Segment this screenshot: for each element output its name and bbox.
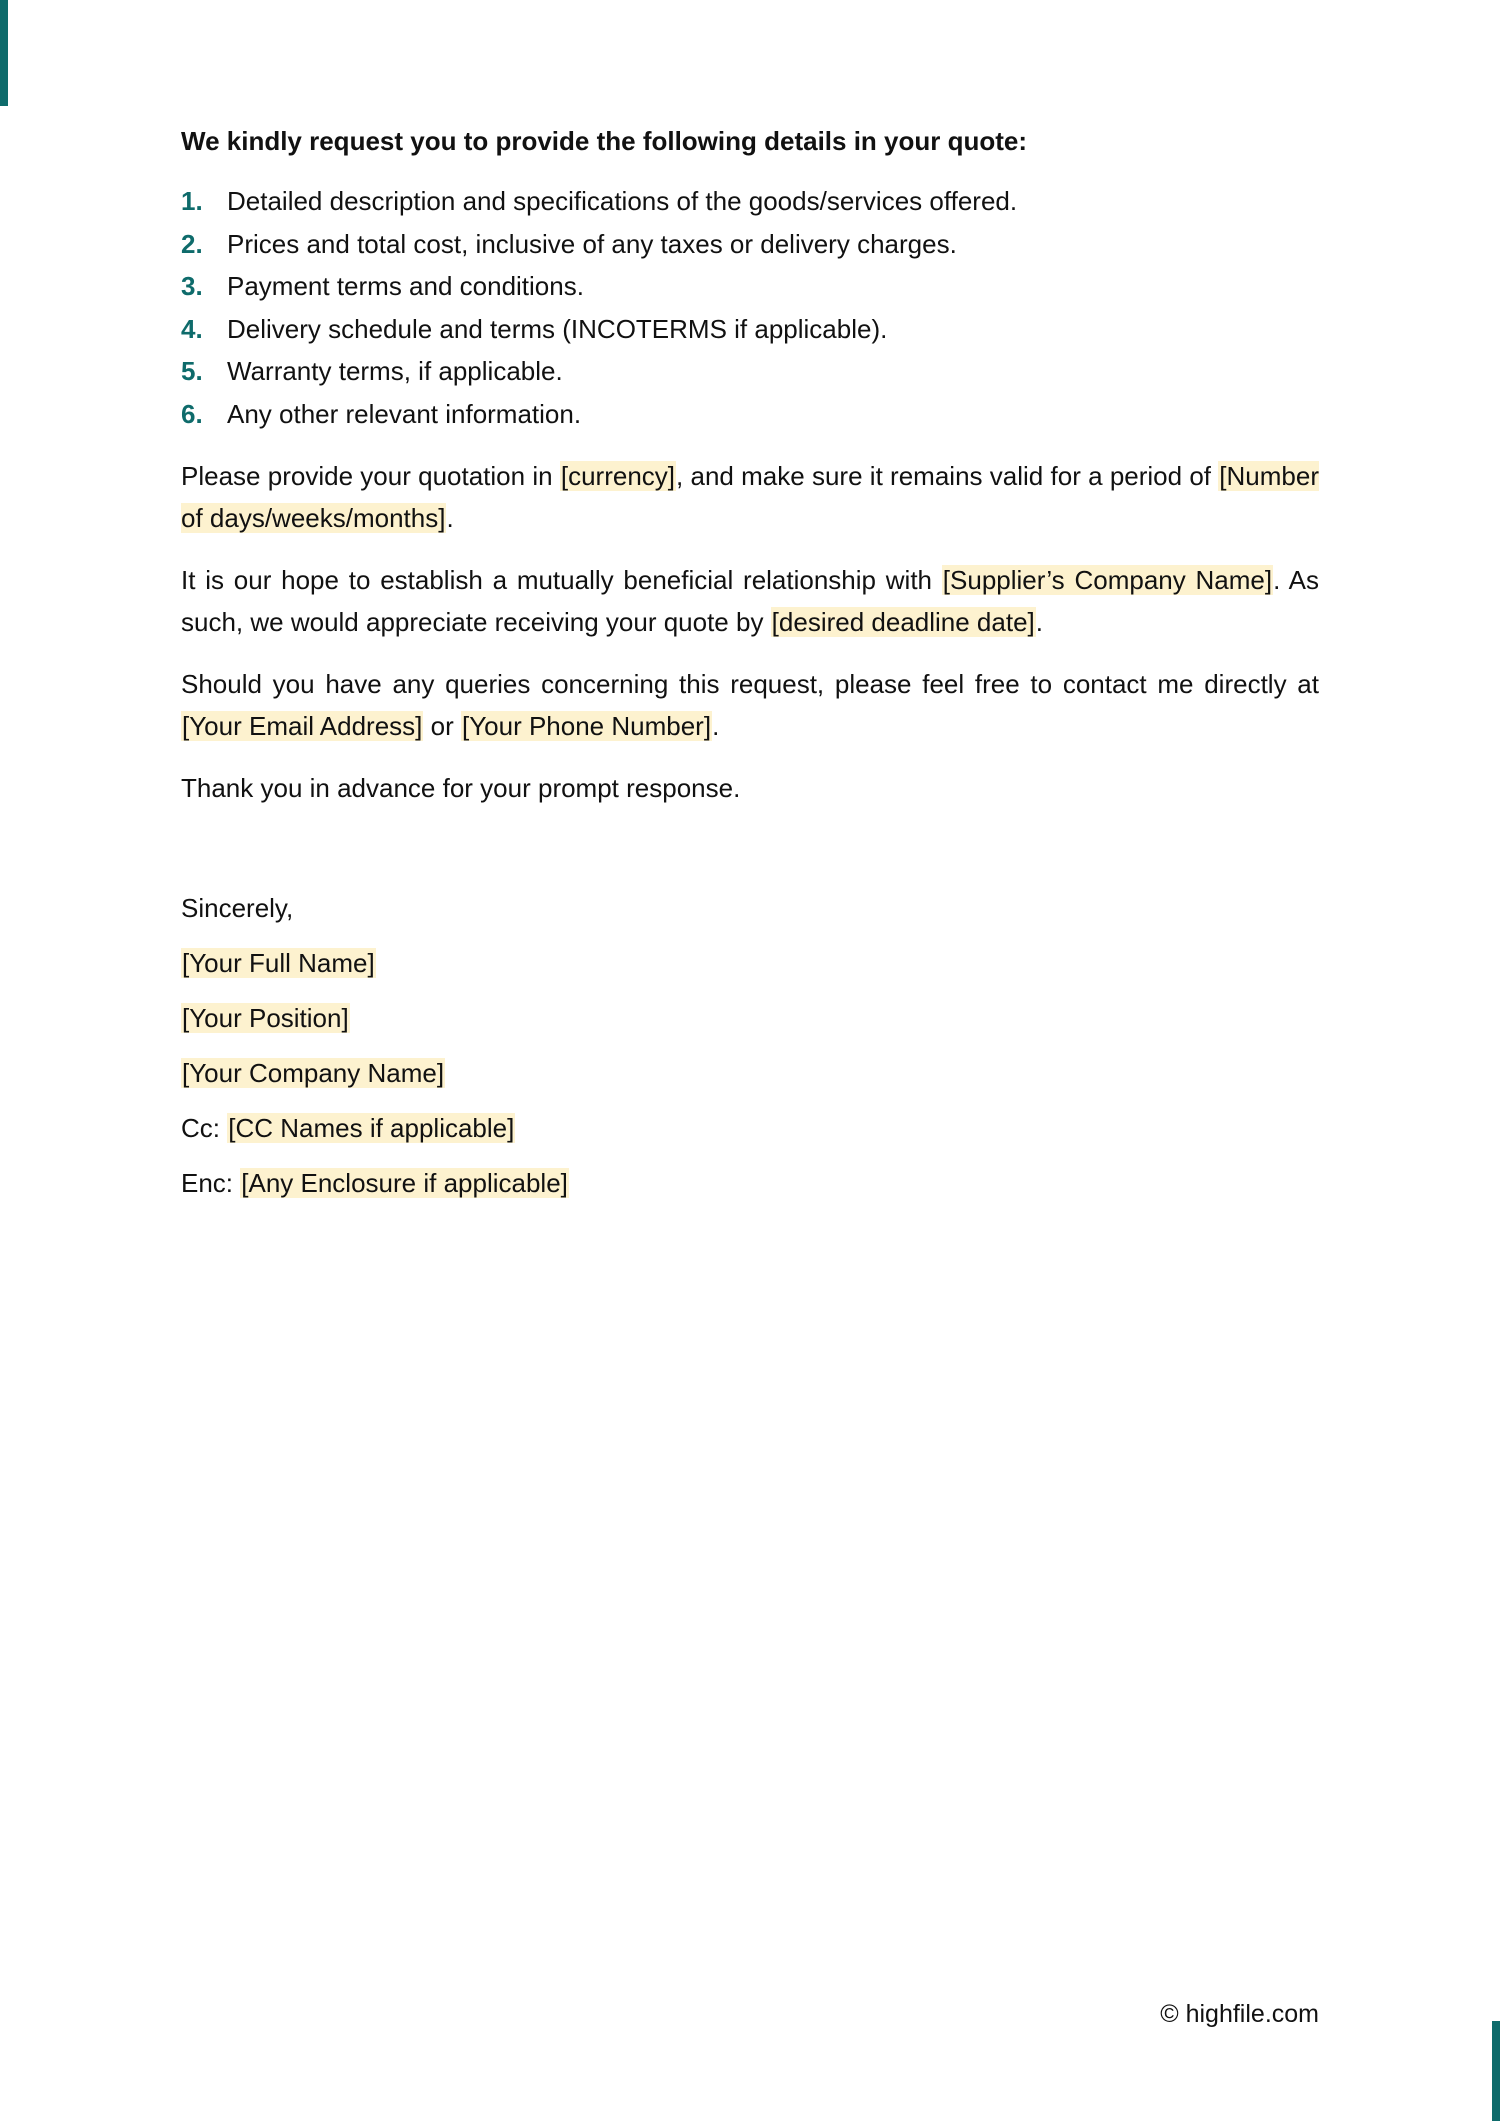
- letter-body: [181, 120, 1319, 1217]
- request-heading: We kindly request you to provide the following details in your quote:: [181, 126, 1028, 156]
- list-item: [181, 350, 1319, 393]
- list-item: [181, 180, 1319, 223]
- paragraph-text: or: [423, 711, 461, 741]
- thanks-paragraph: Thank you in advance for your prompt response.: [181, 773, 741, 803]
- placeholder-enclosure: [Any Enclosure if applicable]: [241, 1168, 568, 1198]
- list-number: 3.: [181, 271, 203, 302]
- paragraph-text: .: [1035, 607, 1043, 637]
- paragraph-text: It is our hope to establish a mutually beneficial relationship with: [181, 565, 942, 595]
- paragraph-text: .: [712, 711, 720, 741]
- list-number: 4.: [181, 313, 203, 344]
- list-number: 5.: [181, 356, 203, 387]
- list-item: [181, 265, 1319, 308]
- paragraph-text: Please provide your quotation in: [181, 461, 560, 491]
- paragraph-text: Should you have any queries concerning this request, please feel free to contact me directly at: [181, 669, 1319, 699]
- signature-company-line: [181, 1052, 1319, 1094]
- signature-block: [181, 887, 1319, 1204]
- paragraph-text: , and make sure it remains valid for a period of: [676, 461, 1219, 491]
- currency-paragraph: [181, 455, 1319, 539]
- list-text: Warranty terms, if applicable.: [227, 356, 563, 387]
- placeholder-validity-period: [Number of days/weeks/months]: [181, 461, 1319, 533]
- cc-label: Cc:: [181, 1113, 228, 1143]
- enc-label: Enc:: [181, 1168, 241, 1198]
- list-number: 2.: [181, 228, 203, 259]
- footer-copyright: © highfile.com: [1160, 2000, 1319, 2028]
- placeholder-cc-names: [CC Names if applicable]: [228, 1113, 515, 1143]
- list-number: 1.: [181, 186, 203, 217]
- list-item: [181, 223, 1319, 266]
- list-text: Payment terms and conditions.: [227, 271, 584, 302]
- placeholder-email: [Your Email Address]: [182, 711, 423, 741]
- relationship-paragraph: [181, 559, 1319, 643]
- list-item: [181, 308, 1319, 351]
- paragraph-text: .: [446, 503, 454, 533]
- accent-bar-bottom: [1492, 2021, 1500, 2121]
- list-text: Delivery schedule and terms (INCOTERMS if applicable).: [227, 313, 888, 344]
- list-text: Any other relevant information.: [227, 398, 582, 429]
- placeholder-phone: [Your Phone Number]: [461, 711, 712, 741]
- list-text: Detailed description and specifications of the goods/services offered.: [227, 186, 1018, 217]
- cc-line: [181, 1107, 1319, 1149]
- list-item: [181, 393, 1319, 436]
- list-number: 6.: [181, 398, 203, 429]
- placeholder-position: [Your Position]: [182, 1003, 349, 1033]
- accent-bar-top: [0, 0, 8, 106]
- placeholder-company-name: [Your Company Name]: [182, 1058, 445, 1088]
- contact-paragraph: [181, 663, 1319, 747]
- request-list: [181, 180, 1319, 435]
- placeholder-full-name: [Your Full Name]: [182, 948, 375, 978]
- placeholder-currency: [currency]: [560, 461, 676, 491]
- signature-position-line: [181, 997, 1319, 1039]
- closing-salutation: Sincerely,: [181, 893, 294, 923]
- placeholder-supplier-name: [Supplier’s Company Name]: [942, 565, 1273, 595]
- enc-line: [181, 1162, 1319, 1204]
- list-text: Prices and total cost, inclusive of any taxes or delivery charges.: [227, 228, 957, 259]
- signature-name-line: [181, 942, 1319, 984]
- paragraph-text: . As such, we would appreciate receiving your quote by: [181, 565, 1319, 637]
- placeholder-deadline-date: [desired deadline date]: [771, 607, 1035, 637]
